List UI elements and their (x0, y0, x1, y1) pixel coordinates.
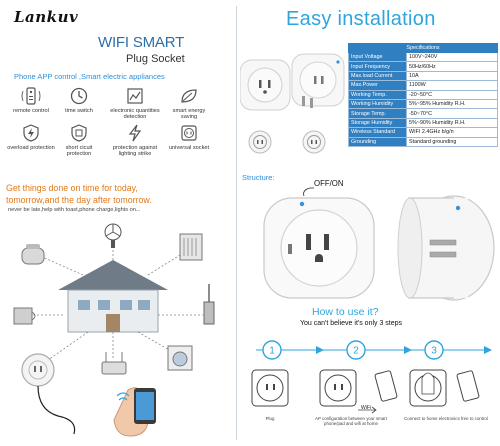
plug-front-structure (264, 198, 374, 298)
remote-control-icon (20, 86, 42, 106)
panel-divider (236, 6, 237, 440)
spec-value: 5%~90% Humidity R.H. (407, 118, 498, 127)
spec-key: Working Humidity (349, 99, 407, 108)
table-row (349, 71, 498, 80)
power-button-icon (300, 202, 304, 206)
lightning-protection-icon (124, 123, 146, 143)
howto-title: How to use it? (312, 306, 379, 318)
table-row (349, 118, 498, 127)
small-caption: never be late,help with toast,phone charge,lights on... (8, 207, 141, 213)
plug-side-structure (398, 196, 494, 300)
structure-diagram (258, 186, 498, 302)
spec-value: 50Hz/60Hz (407, 62, 498, 71)
kettle-icon (14, 308, 35, 324)
heater-icon (180, 234, 202, 260)
vacuum-icon (204, 284, 214, 324)
spec-value: Standard grounding (407, 137, 498, 146)
smart-home-scene (8, 220, 228, 442)
router-icon (102, 352, 126, 374)
onoff-label: OFF/ON (314, 179, 344, 188)
step-3-caption: Connect to home electronics free to control (404, 416, 488, 421)
step-3-number: 3 (431, 345, 437, 357)
headline-line-2: tomorrow,and the day after tomorrow. (6, 195, 152, 205)
feature-electronic-quantities (110, 86, 160, 121)
feature-universal-socket (164, 123, 214, 151)
energy-saving-icon (178, 86, 200, 106)
feature-label: remote control (13, 108, 49, 114)
table-row (349, 81, 498, 90)
spec-key: Working Temp. (349, 90, 407, 99)
spec-value: 10A (407, 71, 498, 80)
spec-header: Specifications (349, 44, 498, 53)
overload-protection-icon (20, 123, 42, 143)
feature-time-switch (54, 86, 104, 114)
plug-product-images (240, 40, 350, 160)
feature-energy-saving (164, 86, 214, 121)
headline-line-1: Get things done on time for today, (6, 183, 138, 193)
feature-short-circuit (54, 123, 104, 158)
right-panel (238, 0, 500, 446)
table-row (349, 90, 498, 99)
fan-icon (105, 224, 121, 248)
plug-side-image (292, 54, 344, 108)
table-row (349, 99, 498, 108)
table-row (349, 62, 498, 71)
specifications-table (348, 43, 498, 147)
time-switch-icon (68, 86, 90, 106)
smart-plug-icon (22, 354, 54, 386)
plug-front-image (240, 60, 290, 110)
spec-value: -20~50°C (407, 90, 498, 99)
step-2-phone-icon (375, 370, 398, 401)
howto-subtitle: You can't believe it's only 3 steps (300, 320, 403, 327)
spec-value: 100V~240V (407, 53, 498, 62)
feature-label: electronic quantities detection (110, 108, 160, 121)
left-panel (0, 0, 232, 446)
spec-key: Max.load Current (349, 71, 407, 80)
spec-value: -50~70°C (407, 109, 498, 118)
table-row (349, 137, 498, 146)
spec-key: Storage Temp. (349, 109, 407, 118)
spec-key: Grounding (349, 137, 407, 146)
spec-key: Input Frequency (349, 62, 407, 71)
structure-label: Structure: (242, 173, 275, 182)
universal-socket-icon (178, 123, 200, 143)
step-1-number: 1 (269, 345, 275, 357)
washing-machine-icon (168, 346, 192, 370)
plug-top-view-2 (303, 131, 325, 153)
rice-cooker-icon (22, 244, 44, 264)
feature-label: universal socket (168, 145, 210, 151)
feature-lightning-protection (110, 123, 160, 158)
feature-label: short cicuit protection (65, 145, 93, 158)
table-row (349, 53, 498, 62)
spec-value: 5%~95% Humidity R.H. (407, 99, 498, 108)
electric-quantities-icon (124, 86, 146, 106)
spec-key: Input Voltage (349, 53, 407, 62)
feature-overload-protection (6, 123, 56, 151)
feature-label: smart energy saving (172, 108, 206, 121)
step-2-number: 2 (353, 345, 359, 357)
step-1-plug-icon (252, 370, 288, 406)
feature-label: overload protection (7, 145, 55, 151)
step-2-plug-icon (320, 370, 356, 406)
product-subtitle: Plug Socket (126, 53, 185, 65)
spec-key: Storage Humidity (349, 118, 407, 127)
step-2-caption: AP configuration between your smart phone/pad and wifi at home (315, 416, 387, 427)
spec-key: Max.Power (349, 81, 407, 90)
feature-remote-control (6, 86, 56, 114)
spec-value: 1100W (407, 81, 498, 90)
wifi-label: WiFi (361, 405, 371, 411)
table-row (349, 128, 498, 137)
phone-in-hand-icon (114, 388, 156, 436)
short-circuit-icon (68, 123, 90, 143)
step-3-plug-icon (410, 370, 446, 406)
install-title: Easy installation (286, 8, 436, 30)
step-3-phone-icon (457, 370, 480, 401)
product-title: WIFI SMART (98, 34, 185, 51)
tagline: Phone APP control ,Smart electric appliances (14, 72, 165, 81)
brand-logo: Lankuv (14, 8, 79, 26)
spec-key: Wireless Standard (349, 128, 407, 137)
feature-label: protection against lighting strike (112, 145, 158, 158)
plug-top-view-1 (249, 131, 271, 153)
table-row (349, 109, 498, 118)
spec-value: WIFI 2.4GHz b/g/n (407, 128, 498, 137)
feature-label: time switch (65, 108, 93, 114)
step-1-caption: Plug (265, 416, 275, 421)
